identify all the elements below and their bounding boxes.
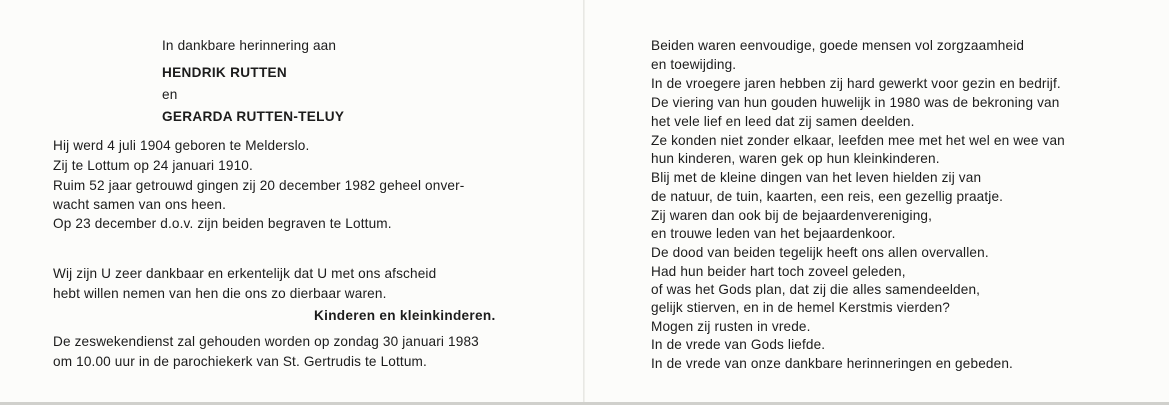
- bio-line: Op 23 december d.o.v. zijn beiden begraven te Lottum.: [53, 216, 392, 231]
- service-line: om 10.00 uur in de parochiekerk van St. Gertrudis te Lottum.: [53, 354, 427, 369]
- poem-line: In de vrede van onze dankbare herinneringen en gebeden.: [651, 356, 1013, 371]
- bio-line: Zij te Lottum op 24 januari 1910.: [53, 158, 253, 173]
- bio-line: Ruim 52 jaar getrouwd gingen zij 20 december 1982 geheel onver-: [53, 178, 465, 193]
- thanks-line: Wij zijn U zeer dankbaar en erkentelijk dat U met ons afscheid: [53, 266, 437, 281]
- poem-line: hun kinderen, waren gek op hun kleinkinderen.: [651, 151, 940, 166]
- signature: Kinderen en kleinkinderen.: [314, 308, 496, 323]
- poem-line: Blij met de kleine dingen van het leven hielden zij van: [651, 170, 982, 185]
- deceased-name-2: GERARDA RUTTEN-TELUY: [162, 109, 345, 124]
- poem-line: In de vroegere jaren hebben zij hard gewerkt voor gezin en bedrijf.: [651, 76, 1061, 91]
- poem-line: Had hun beider hart toch zoveel geleden,: [651, 264, 906, 279]
- deceased-name-1: HENDRIK RUTTEN: [162, 65, 288, 80]
- poem-line: en toewijding.: [651, 57, 737, 72]
- poem-line: de natuur, de tuin, kaarten, een reis, een gezellig praatje.: [651, 189, 1004, 204]
- connector-text: en: [162, 87, 178, 102]
- bio-line: wacht samen van ons heen.: [53, 197, 227, 212]
- poem-line: In de vrede van Gods liefde.: [651, 337, 826, 352]
- thanks-line: hebt willen nemen van hen die ons zo dierbaar waren.: [53, 286, 387, 301]
- poem-line: Beiden waren eenvoudige, goede mensen vol zorgzaamheid: [651, 38, 1025, 53]
- bio-line: Hij werd 4 juli 1904 geboren te Melderslo.: [53, 138, 310, 153]
- card-fold: [583, 0, 585, 405]
- poem-line: De dood van beiden tegelijk heeft ons allen overvallen.: [651, 245, 989, 260]
- poem-line: Mogen zij rusten in vrede.: [651, 319, 811, 334]
- poem-line: het vele lief en leed dat zij samen deelden.: [651, 114, 915, 129]
- poem-line: gelijk stierven, en in de hemel Kerstmis vierden?: [651, 300, 950, 315]
- poem-line: of was het Gods plan, dat zij die alles samendeelden,: [651, 282, 981, 297]
- intro-text: In dankbare herinnering aan: [162, 38, 337, 53]
- poem-line: Zij waren dan ook bij de bejaardenvereniging,: [651, 208, 933, 223]
- poem-line: en trouwe leden van het bejaardenkoor.: [651, 226, 896, 241]
- poem-line: Ze konden niet zonder elkaar, leefden mee met het wel en wee van: [651, 133, 1065, 148]
- poem-line: De viering van hun gouden huwelijk in 1980 was de bekroning van: [651, 95, 1060, 110]
- service-line: De zeswekendienst zal gehouden worden op zondag 30 januari 1983: [53, 334, 479, 349]
